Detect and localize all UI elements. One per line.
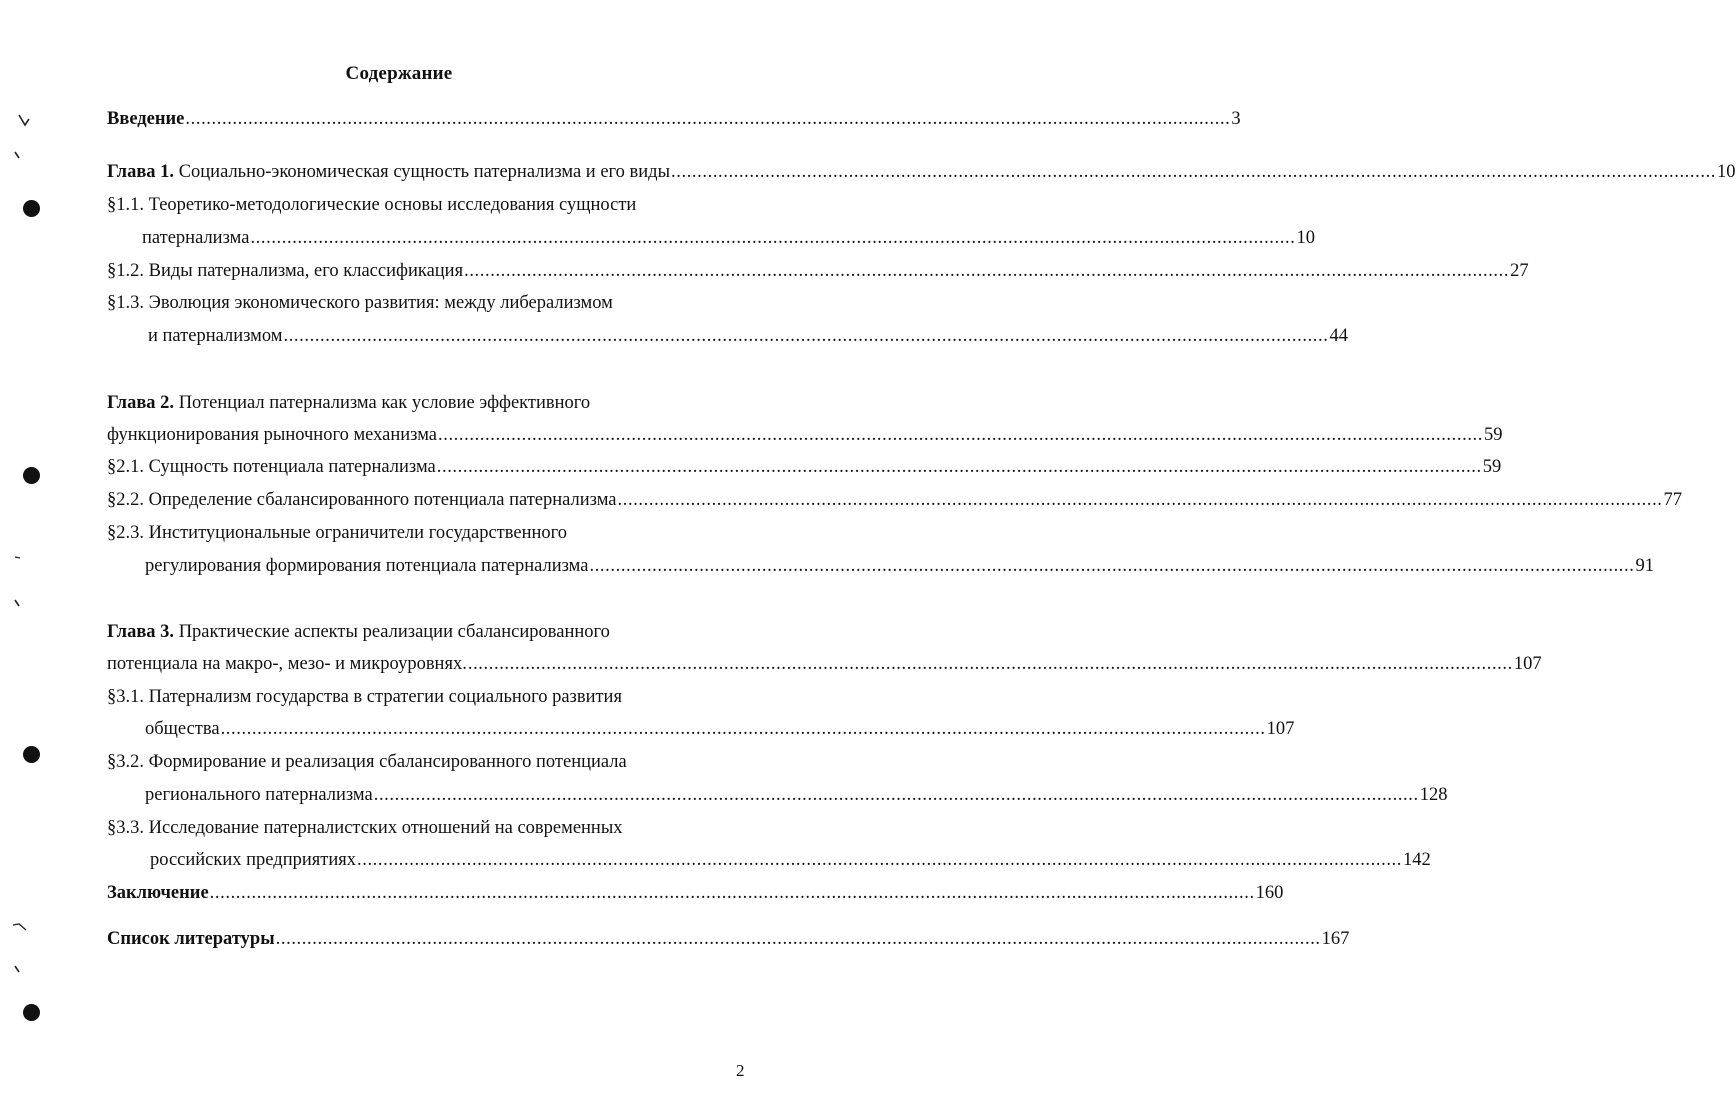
toc-entry-label: патернализма	[142, 228, 250, 248]
page-title: Содержание	[345, 63, 453, 84]
leader-dots: ........................................................................................................................................................................................................	[185, 109, 1231, 129]
leader-dots: ........................................................................................................................................................................................................	[357, 850, 1402, 870]
toc-section-2-3	[145, 555, 1654, 577]
toc-entry-chapter-2	[107, 424, 1503, 446]
toc-entry-label: Заключение	[107, 883, 209, 903]
toc-entry-chapter-3	[107, 653, 1542, 675]
leader-dots: ........................................................................................................................................................................................................	[617, 490, 1663, 510]
toc-section-1-1-line1: §1.1. Теоретико-методологические основы исследования сущности	[107, 195, 637, 215]
toc-entry-chapter-1	[107, 161, 1736, 183]
toc-section-3-1-line1: §3.1. Патернализм государства в стратегии социального развития	[107, 687, 622, 707]
leader-dots: ........................................................................................................................................................................................................	[467, 654, 1513, 674]
leader-dots: ........................................................................................................................................................................................................	[220, 719, 1266, 739]
toc-entry-conclusion	[107, 882, 1284, 904]
toc-section-3-3-line1: §3.3. Исследование патерналистских отношений на современных	[107, 818, 623, 838]
toc-page-number: 59	[1482, 457, 1502, 477]
leader-dots: ........................................................................................................................................................................................................	[275, 929, 1321, 949]
toc-entry-label: общества	[145, 719, 220, 739]
toc-section-3-3	[150, 849, 1431, 871]
leader-dots: ........................................................................................................................................................................................................	[373, 785, 1419, 805]
toc-page-number: 44	[1329, 326, 1348, 346]
toc-page-number: 128	[1419, 785, 1448, 805]
chapter-title: Социально-экономическая сущность патернализма и его виды	[174, 162, 671, 182]
toc-entry-intro	[107, 108, 1241, 130]
toc-entry-label: §2.2. Определение сбалансированного потенциала патернализма	[107, 490, 617, 510]
leader-dots: ........................................................................................................................................................................................................	[209, 883, 1255, 903]
toc-page-number: 91	[1635, 556, 1654, 576]
toc-section-3-2-line1: §3.2. Формирование и реализация сбалансированного потенциала	[107, 752, 627, 772]
chapter-title: Практические аспекты реализации сбалансированного	[174, 622, 610, 642]
leader-dots: ........................................................................................................................................................................................................	[671, 162, 1717, 182]
toc-section-1-1	[142, 227, 1315, 249]
toc-entry-label: Список литературы	[107, 929, 275, 949]
leader-dots: ........................................................................................................................................................................................................	[589, 556, 1635, 576]
toc-page-number: 59	[1484, 425, 1503, 445]
toc-entry-label: §1.2. Виды патернализма, его классификация	[107, 261, 464, 281]
toc-page-number: 160	[1255, 883, 1284, 903]
toc-entry-chapter-3-line1	[107, 621, 610, 643]
toc-page-number: 107	[1513, 654, 1542, 674]
toc-entry-label: Введение	[107, 109, 185, 129]
toc-page-number: 107	[1266, 719, 1295, 739]
toc-page-number: 142	[1403, 850, 1431, 870]
toc-section-3-1	[145, 718, 1295, 740]
page-number: 2	[736, 1061, 745, 1080]
chapter-number: Глава 2.	[107, 393, 175, 413]
leader-dots: ........................................................................................................................................................................................................	[283, 326, 1329, 346]
toc-section-2-3-line1: §2.3. Институциональные ограничители государственного	[107, 523, 568, 543]
toc-entry-label: потенциала на макро-, мезо- и микроуровнях.	[107, 654, 467, 674]
toc-entry-label: и патернализмом	[148, 326, 283, 346]
toc-section-2-2	[107, 489, 1683, 511]
toc-entry-chapter-2-line1	[107, 392, 590, 414]
toc-section-1-3-line1: §1.3. Эволюция экономического развития: между либерализмом	[107, 293, 613, 313]
toc-page-number: 77	[1663, 490, 1683, 510]
toc-section-3-2	[145, 784, 1448, 806]
toc-section-2-1	[107, 456, 1502, 478]
chapter-number: Глава 1.	[107, 162, 175, 182]
toc-entry-references	[107, 928, 1350, 950]
toc-page-number: 3	[1231, 109, 1241, 129]
toc-section-1-2	[107, 260, 1529, 282]
toc-entry-label: регионального патернализма	[145, 785, 373, 805]
toc-entry-label: функционирования рыночного механизма	[107, 425, 437, 445]
leader-dots: ........................................................................................................................................................................................................	[438, 425, 1483, 445]
leader-dots: ........................................................................................................................................................................................................	[436, 457, 1482, 477]
leader-dots: ........................................................................................................................................................................................................	[250, 228, 1296, 248]
leader-dots: ........................................................................................................................................................................................................	[464, 261, 1510, 281]
chapter-number: Глава 3.	[107, 622, 175, 642]
toc-entry-label: регулирования формирования потенциала патернализма	[145, 556, 589, 576]
toc-entry-label: §2.1. Сущность потенциала патернализма	[107, 457, 436, 477]
toc-page-number: 10	[1717, 162, 1736, 182]
toc-page-number: 10	[1296, 228, 1315, 248]
toc-section-1-3	[148, 325, 1348, 347]
chapter-title: Потенциал патернализма как условие эффективного	[174, 393, 591, 413]
toc-page-number: 27	[1510, 261, 1529, 281]
toc-page-number: 167	[1321, 929, 1350, 949]
toc-entry-label: российских предприятиях	[150, 850, 356, 870]
